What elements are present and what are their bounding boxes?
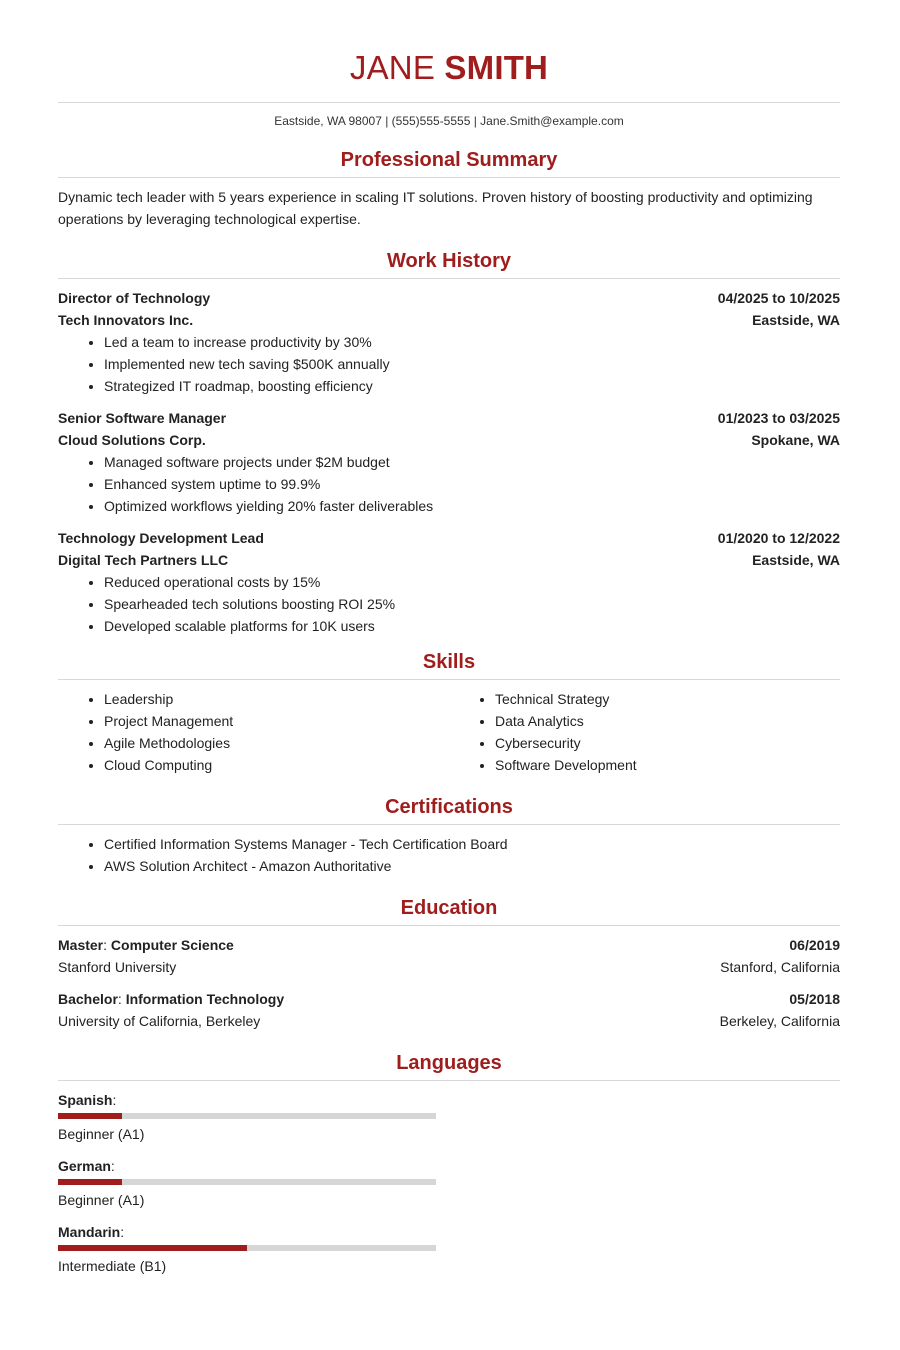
job-company: Digital Tech Partners LLC — [58, 552, 229, 568]
languages-grid — [58, 1089, 840, 1287]
job-location: Spokane, WA — [751, 432, 840, 448]
last-name: SMITH — [444, 49, 549, 86]
certification-item: • AWS Solution Architect - Amazon Authoritative — [104, 855, 840, 877]
first-name: JANE — [349, 49, 436, 86]
job-bullet: • Enhanced system uptime to 99.9% — [104, 473, 840, 495]
resume-page — [58, 0, 840, 1287]
language-name: German — [58, 1158, 111, 1174]
language-proficiency-fill — [58, 1113, 122, 1119]
education-entry: Bachelor: Information Technology 05/2018 University of California, Berkeley Berkeley, California — [58, 988, 840, 1032]
edu-school: Stanford University — [58, 959, 177, 975]
job-company: Tech Innovators Inc. — [58, 312, 194, 328]
job-dates: 04/2025 to 10/2025 — [717, 290, 840, 306]
language-name: Mandarin — [58, 1224, 121, 1240]
language-entry: Mandarin: Intermediate (B1) — [58, 1221, 458, 1277]
language-proficiency-bar — [58, 1113, 436, 1119]
job-company: Cloud Solutions Corp. — [58, 432, 206, 448]
contact-line: Eastside, WA 98007 | (555)555-5555 | Jane.Smith@example.com — [274, 114, 624, 128]
skills-column-right — [449, 688, 840, 776]
job-bullet: • Implemented new tech saving $500K annually — [104, 353, 840, 375]
section-divider — [58, 824, 840, 825]
job-bullet: • Optimized workflows yielding 20% faster deliverables — [104, 495, 840, 517]
skill-item: • Software Development — [495, 754, 840, 776]
edu-degree: Bachelor — [58, 991, 118, 1007]
edu-school: University of California, Berkeley — [58, 1013, 261, 1029]
skill-item: • Agile Methodologies — [104, 732, 449, 754]
job-dates: 01/2020 to 12/2022 — [717, 530, 840, 546]
section-title-work-history: Work History — [386, 250, 512, 272]
edu-date: 05/2018 — [789, 991, 840, 1007]
job-bullet: • Led a team to increase productivity by 30% — [104, 331, 840, 353]
language-proficiency-fill — [58, 1245, 247, 1251]
language-level: Beginner (A1) — [58, 1192, 145, 1208]
job-role: Director of Technology — [58, 290, 211, 306]
skill-item: • Leadership — [104, 688, 449, 710]
skill-item: • Technical Strategy — [495, 688, 840, 710]
job-bullets — [58, 571, 840, 637]
summary-text: Dynamic tech leader with 5 years experience in scaling IT solutions. Proven history of boosting productivity and optimizing operations by leveraging technological expertise. — [58, 189, 813, 227]
language-level: Beginner (A1) — [58, 1126, 145, 1142]
candidate-name — [58, 48, 840, 88]
job-bullet: • Strategized IT roadmap, boosting efficiency — [104, 375, 840, 397]
language-level: Intermediate (B1) — [58, 1258, 167, 1274]
job-location: Eastside, WA — [752, 552, 840, 568]
language-entry: Spanish: Beginner (A1) — [58, 1089, 458, 1145]
section-divider — [58, 925, 840, 926]
job-dates: 01/2023 to 03/2025 — [717, 410, 840, 426]
job-bullet: • Spearheaded tech solutions boosting ROI 25% — [104, 593, 840, 615]
section-divider — [58, 1080, 840, 1081]
section-divider — [58, 278, 840, 279]
language-proficiency-bar — [58, 1179, 436, 1185]
job-location: Eastside, WA — [752, 312, 840, 328]
section-title-education: Education — [400, 897, 498, 919]
language-proficiency-fill — [58, 1179, 122, 1185]
job-bullet: • Developed scalable platforms for 10K users — [104, 615, 840, 637]
edu-location: Berkeley, California — [719, 1013, 840, 1029]
section-title-languages: Languages — [396, 1052, 502, 1074]
language-entry: German: Beginner (A1) — [58, 1155, 458, 1211]
job-role: Technology Development Lead — [58, 530, 264, 546]
header-divider — [58, 102, 840, 103]
job-entry — [58, 407, 840, 517]
education-entry: Master: Computer Science 06/2019 Stanford University Stanford, California — [58, 934, 840, 978]
edu-field: Information Technology — [125, 991, 285, 1007]
edu-date: 06/2019 — [789, 937, 840, 953]
skill-item: • Data Analytics — [495, 710, 840, 732]
section-title-certifications: Certifications — [385, 796, 513, 818]
skills-grid — [58, 688, 840, 776]
job-role: Senior Software Manager — [58, 410, 227, 426]
language-name: Spanish — [58, 1092, 113, 1108]
job-entry — [58, 287, 840, 397]
section-divider — [58, 679, 840, 680]
job-bullet: • Managed software projects under $2M budget — [104, 451, 840, 473]
job-entry — [58, 527, 840, 637]
job-bullets — [58, 451, 840, 517]
certifications-list — [58, 833, 840, 877]
edu-location: Stanford, California — [720, 959, 840, 975]
section-title-skills: Skills — [422, 651, 476, 673]
skill-item: • Cybersecurity — [495, 732, 840, 754]
section-title-summary: Professional Summary — [340, 149, 558, 171]
section-divider — [58, 177, 840, 178]
edu-degree: Master — [58, 937, 104, 953]
edu-field: Computer Science — [110, 937, 234, 953]
skill-item: • Project Management — [104, 710, 449, 732]
job-bullet: • Reduced operational costs by 15% — [104, 571, 840, 593]
job-bullets — [58, 331, 840, 397]
skill-item: • Cloud Computing — [104, 754, 449, 776]
skills-column-left — [58, 688, 449, 776]
language-proficiency-bar — [58, 1245, 436, 1251]
certification-item: • Certified Information Systems Manager - Tech Certification Board — [104, 833, 840, 855]
